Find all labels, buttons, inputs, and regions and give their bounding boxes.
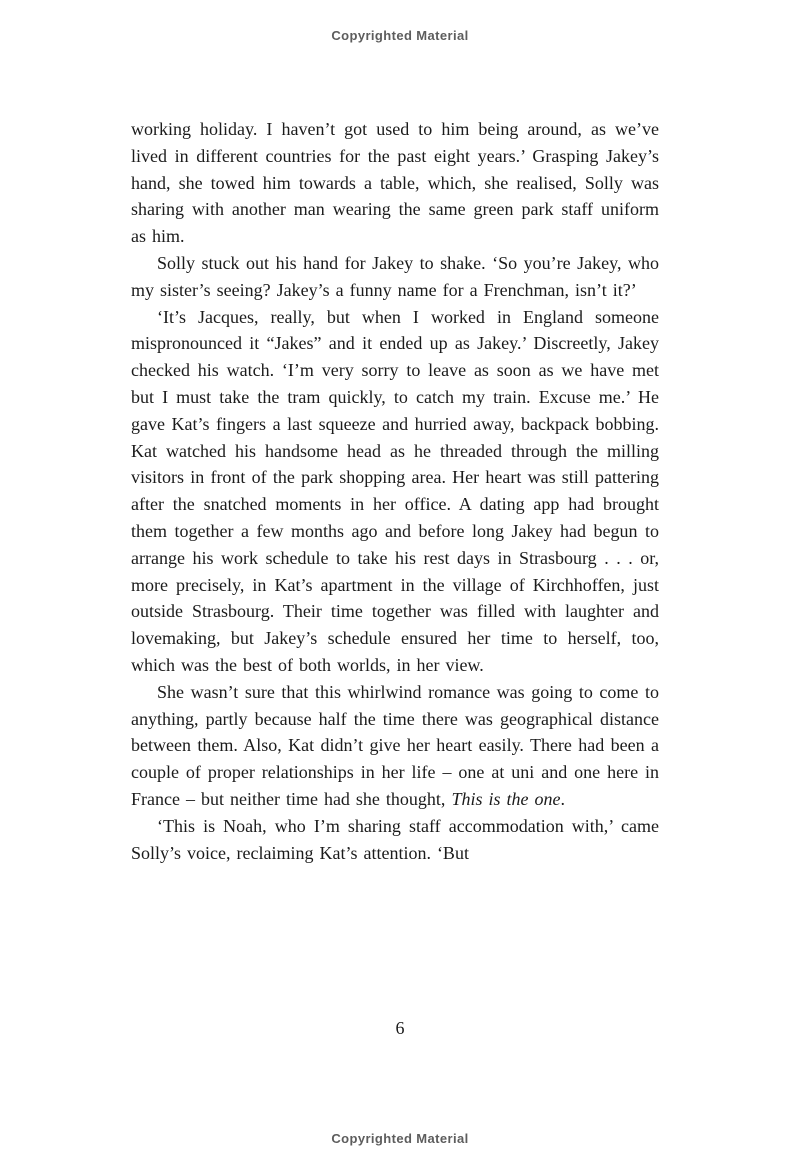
body-text: ‘This is Noah, who I’m sharing staff accommodation with,’ came Solly’s voice, reclaiming Kat’s attention. ‘But <box>131 815 659 863</box>
body-text: working holiday. I haven’t got used to him being around, as we’ve lived in different countries for the past eight years.’ Grasping Jakey’s hand, she towed him towards a table, which, she realised, Solly was sharing with another man wearing the same green park staff uniform as him. <box>131 119 659 247</box>
text-block <box>131 116 659 866</box>
body-text: ‘It’s Jacques, really, but when I worked in England someone mispronounced it “Jakes” and it ended up as Jakey.’ Discreetly, Jakey checked his watch. ‘I’m very sorry to leave as soon as we have met but I must take the tram quickly, to catch my train. Excuse me.’ He gave Kat’s fingers a last squeeze and hurried away, backpack bobbing. Kat watched his handsome head as he threaded through the milling visitors in front of the park shopping area. Her heart was still pattering after the snatched moments in her office. A dating app had brought them together a few months ago and before long Jakey had begun to arrange his work schedule to take his rest days in Strasbourg . . . or, more precisely, in Kat’s apartment in the village of Kirchhoffen, just outside Strasbourg. Their time together was filled with laughter and lovemaking, but Jakey’s schedule ensured her time to herself, too, which was the best of both worlds, in her view. <box>131 306 659 675</box>
body-text: Solly stuck out his hand for Jakey to shake. ‘So you’re Jakey, who my sister’s seeing? Jakey’s a funny name for a Frenchman, isn’t it?’ <box>131 252 659 300</box>
body-text: . <box>560 788 565 809</box>
paragraph <box>131 813 659 867</box>
paragraph <box>131 250 659 304</box>
paragraph <box>131 679 659 813</box>
paragraph <box>131 304 659 679</box>
page-number: 6 <box>395 1018 405 1038</box>
italic-text: This is the one <box>451 788 561 809</box>
body-text: She wasn’t sure that this whirlwind romance was going to come to anything, partly because half the time there was geographical distance between them. Also, Kat didn’t give her heart easily. There had been a couple of proper relationships in her life – one at uni and one here in France – but neither time had she thought, <box>131 681 659 809</box>
copyright-notice-top: Copyrighted Material <box>331 28 469 43</box>
paragraph <box>131 116 659 250</box>
copyright-notice-bottom: Copyrighted Material <box>331 1131 469 1146</box>
